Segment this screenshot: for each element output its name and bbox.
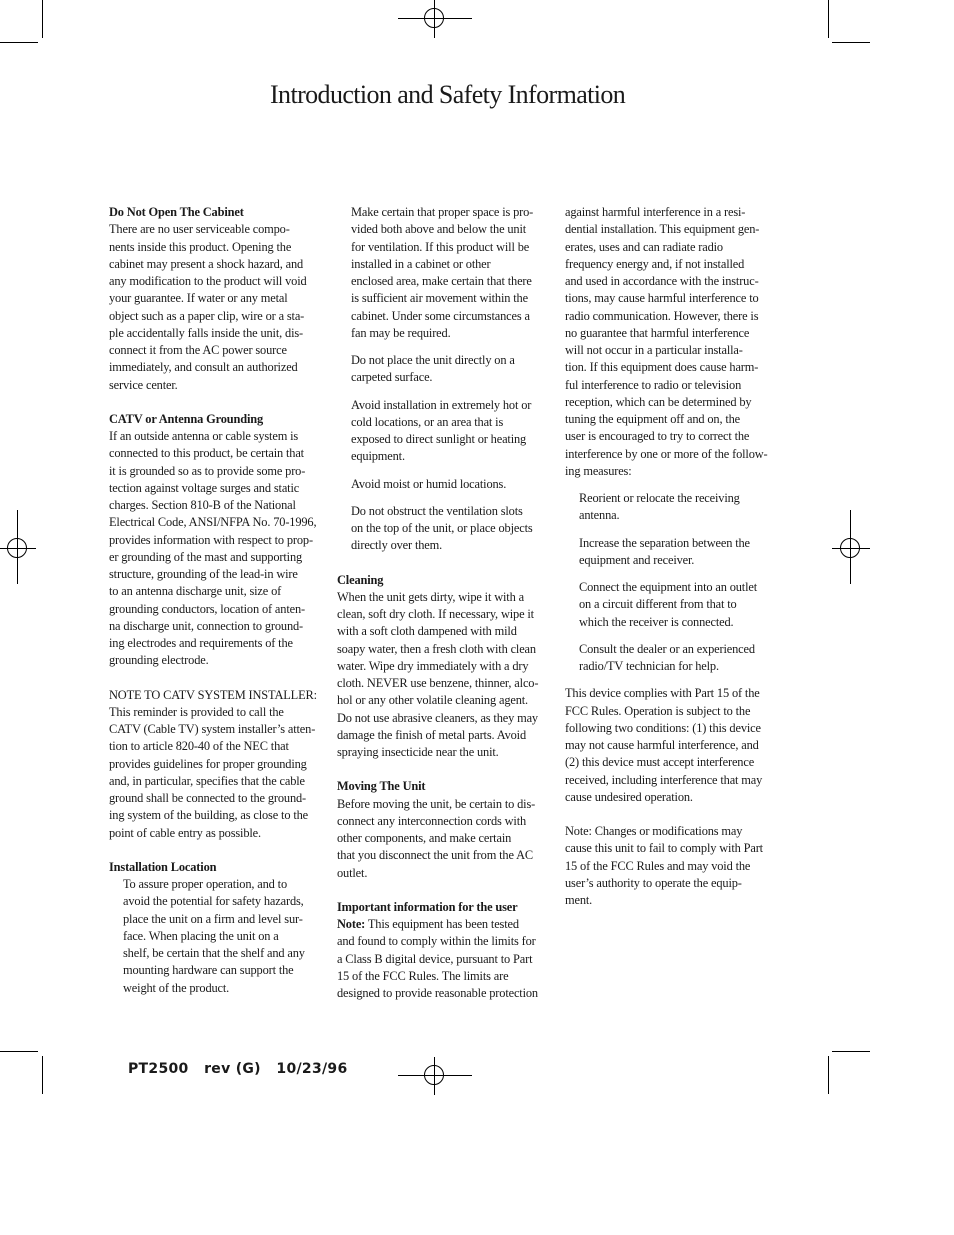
section-heading: CATV or Antenna Grounding [109, 411, 264, 426]
text-line: against harmful interference in a resi- [565, 205, 746, 219]
crop-mark [828, 0, 829, 38]
crop-mark [832, 42, 870, 43]
text-line: ment. [565, 893, 593, 907]
text-line: soapy water, then a fresh cloth with clean [337, 641, 536, 656]
text-line: that you disconnect the unit from the AC [337, 848, 534, 863]
text-line: tion to article 820-40 of the NEC that [109, 739, 289, 754]
text-line: and found to comply within the limits for [337, 934, 536, 949]
text-line: Avoid moist or humid locations. [351, 476, 507, 491]
text-line: place the unit on a firm and level sur- [123, 911, 303, 926]
text-line: interference by one or more of the follow- [565, 446, 768, 461]
text-line: 15 of the FCC Rules. The limits are [337, 968, 509, 983]
text-line: (2) this device must accept interference [565, 755, 755, 770]
text-line: Increase the separation between the [579, 535, 750, 550]
text-line: When the unit gets dirty, wipe it with a [337, 589, 524, 604]
text-line: hol or any other volatile cleaning agent. [337, 693, 528, 708]
text-line: it is grounded so as to provide some pro- [109, 463, 306, 478]
text-line: tion. If this equipment does cause harm- [565, 360, 759, 375]
text-line: To assure proper operation, and to [123, 877, 288, 891]
text-line: ing electrodes and requirements of the [109, 636, 293, 650]
text-line: charges. Section 810-B of the National [109, 498, 296, 512]
text-line: spraying insecticide near the unit. [337, 745, 499, 759]
paragraph [565, 823, 780, 909]
text-line: Make certain that proper space is pro- [351, 205, 534, 219]
text-line: and used in accordance with the instruc- [565, 274, 759, 288]
text-line: avoid the potential for safety hazards, [123, 894, 304, 909]
text-line: with a soft cloth dampened with mild [337, 624, 517, 639]
text-line: dential installation. This equipment gen- [565, 222, 760, 237]
text-line: installed in a cabinet or other [351, 256, 491, 271]
text-line: tection against voltage surges and static [109, 480, 300, 495]
text-line: on the top of the unit, or place objects [351, 521, 533, 535]
text-line: object such as a paper clip, wire or a sta- [109, 308, 305, 323]
column-1 [109, 204, 324, 997]
text-line: outlet. [337, 865, 368, 880]
paragraph [109, 876, 324, 997]
text-line: cloth. NEVER use benzene, thinner, alco- [337, 676, 539, 690]
text-line: connect it from the AC power source [109, 343, 287, 357]
text-line: connect any interconnection cords with [337, 813, 527, 828]
footer-revision: PT2500 rev (G) 10/23/96 [128, 1061, 348, 1077]
text-line: radio communication. However, there is [565, 308, 759, 323]
text-line: ground shall be connected to the ground- [109, 791, 307, 805]
text-line: service center. [109, 377, 178, 392]
text-line: FCC Rules. Operation is subject to the [565, 703, 751, 718]
text-line: received, including interference that may [565, 772, 763, 787]
text-line: vided both above and below the unit [351, 222, 527, 237]
text-line: a Class B digital device, pursuant to Part [337, 951, 533, 966]
paragraph [109, 428, 324, 670]
page-title: Introduction and Safety Information [270, 80, 626, 109]
text-line: to an antenna discharge unit, size of [109, 584, 282, 599]
text-line: shelf, be certain that the shelf and any [123, 946, 305, 960]
text-line: grounding conductors, location of anten- [109, 601, 305, 616]
text-line: ful interference to radio or television [565, 377, 742, 392]
text-line: This device complies with Part 15 of the [565, 686, 760, 701]
text-line: Avoid installation in extremely hot or [351, 397, 532, 412]
text-line: for ventilation. If this product will be [351, 239, 530, 254]
text-line: There are no user serviceable compo- [109, 222, 290, 237]
text-line: mounting hardware can support the [123, 963, 294, 978]
measure-item [565, 579, 780, 631]
note-heading: NOTE TO CATV SYSTEM INSTALLER: [109, 687, 317, 702]
text-line: This equipment has been tested [365, 917, 519, 931]
text-line: cold locations, or an area that is [351, 414, 504, 429]
column-3 [565, 204, 780, 909]
text-line: other components, and make certain [337, 831, 512, 845]
text-line: and, in particular, specifies that the cable [109, 773, 305, 788]
text-line: tuning the equipment off and on, the [565, 412, 741, 426]
paragraph [109, 221, 324, 394]
text-line: Note: Changes or modifications may [565, 824, 743, 838]
text-line: face. When placing the unit on a [123, 928, 279, 943]
text-line: point of cable entry as possible. [109, 825, 261, 840]
text-line: carpeted surface. [351, 370, 433, 385]
text-line: 15 of the FCC Rules and may void the [565, 858, 751, 873]
text-line: weight of the product. [123, 980, 230, 995]
text-line: nents inside this product. Opening the [109, 239, 292, 254]
text-line: on a circuit different from that to [579, 597, 737, 612]
text-line: cause this unit to fail to comply with Part [565, 841, 763, 856]
section-heading: Important information for the user [337, 899, 518, 914]
text-line: Consult the dealer or an experienced [579, 641, 755, 656]
measure-item [565, 535, 780, 570]
text-line: Do not use abrasive cleaners, as they may [337, 710, 538, 725]
text-line: frequency energy and, if not installed [565, 256, 745, 271]
crop-mark [42, 1056, 43, 1094]
text-line: provides guidelines for proper grounding [109, 756, 307, 771]
text-line: equipment. [351, 449, 405, 464]
text-line: cabinet. Under some circumstances a [351, 308, 530, 323]
paragraph [337, 352, 552, 387]
text-line: This reminder is provided to call the [109, 704, 284, 719]
crop-mark [0, 1051, 38, 1052]
text-line: CATV (Cable TV) system installer’s atten- [109, 722, 316, 736]
crop-mark [0, 42, 38, 43]
text-line: user is encouraged to try to correct the [565, 429, 750, 444]
text-line: Do not obstruct the ventilation slots [351, 503, 523, 518]
text-line: reception, which can be determined by [565, 394, 752, 409]
column-2 [337, 204, 552, 1002]
text-line: immediately, and consult an authorized [109, 360, 298, 375]
measure-item [565, 490, 780, 525]
section-heading: Moving The Unit [337, 779, 426, 794]
paragraph [337, 204, 552, 342]
text-line: no guarantee that harmful interference [565, 325, 750, 340]
text-line: cabinet may present a shock hazard, and [109, 256, 304, 271]
text-line: which the receiver is connected. [579, 614, 734, 629]
text-line: cause undesired operation. [565, 789, 693, 804]
text-line: may not cause harmful interference, and [565, 738, 759, 752]
text-line: ple accidentally falls inside the unit, dis- [109, 325, 304, 340]
text-line: If an outside antenna or cable system is [109, 429, 299, 443]
text-line: fan may be required. [351, 325, 451, 340]
text-line: na discharge unit, connection to ground- [109, 618, 304, 633]
text-line: grounding electrode. [109, 653, 209, 668]
text-line: structure, grounding of the lead-in wire [109, 567, 298, 581]
text-line: user’s authority to operate the equip- [565, 875, 742, 890]
paragraph [337, 476, 552, 493]
text-line: will not occur in a particular installa- [565, 343, 743, 357]
paragraph [337, 916, 552, 1002]
text-line: Connect the equipment into an outlet [579, 580, 758, 594]
text-line: er grounding of the mast and supporting [109, 549, 303, 564]
text-line: your guarantee. If water or any metal [109, 291, 288, 306]
paragraph [337, 503, 552, 555]
text-line: tions, may cause harmful interference to [565, 291, 759, 306]
text-line: damage the finish of metal parts. Avoid [337, 727, 527, 742]
text-line: Before moving the unit, be certain to dis- [337, 796, 536, 811]
text-line: any modification to the product will void [109, 274, 307, 288]
text-line: clean, soft dry cloth. If necessary, wipe it [337, 607, 534, 621]
text-line: enclosed area, make certain that there [351, 274, 532, 288]
section-heading: Do Not Open The Cabinet [109, 205, 244, 219]
text-line: Electrical Code, ANSI/NFPA No. 70-1996, [109, 515, 317, 530]
text-line: radio/TV technician for help. [579, 659, 719, 673]
paragraph [565, 685, 780, 806]
text-line: ing measures: [565, 463, 632, 478]
text-line: Reorient or relocate the receiving [579, 491, 740, 505]
text-line: water. Wipe dry immediately with a dry [337, 658, 529, 673]
note-label: Note: [337, 917, 366, 931]
paragraph [565, 204, 780, 480]
section-heading: Cleaning [337, 572, 384, 587]
paragraph [337, 397, 552, 466]
paragraph [109, 704, 324, 842]
measure-item [565, 641, 780, 676]
text-line: provides information with respect to prop- [109, 532, 313, 547]
text-line: equipment and receiver. [579, 552, 695, 567]
crop-mark [42, 0, 43, 38]
crop-mark [828, 1056, 829, 1094]
text-line: Do not place the unit directly on a [351, 353, 515, 367]
section-heading: Installation Location [109, 859, 217, 874]
text-line: designed to provide reasonable protection [337, 986, 538, 1000]
paragraph [337, 796, 552, 882]
text-line: antenna. [579, 508, 620, 523]
paragraph [337, 589, 552, 762]
text-line: erates, uses and can radiate radio [565, 239, 723, 254]
text-line: is sufficient air movement within the [351, 291, 528, 306]
text-line: ing system of the building, as close to the [109, 808, 309, 823]
text-line: following two conditions: (1) this device [565, 720, 761, 735]
text-line: connected to this product, be certain that [109, 446, 304, 461]
text-line: directly over them. [351, 538, 443, 553]
text-line: exposed to direct sunlight or heating [351, 432, 527, 446]
crop-mark [832, 1051, 870, 1052]
